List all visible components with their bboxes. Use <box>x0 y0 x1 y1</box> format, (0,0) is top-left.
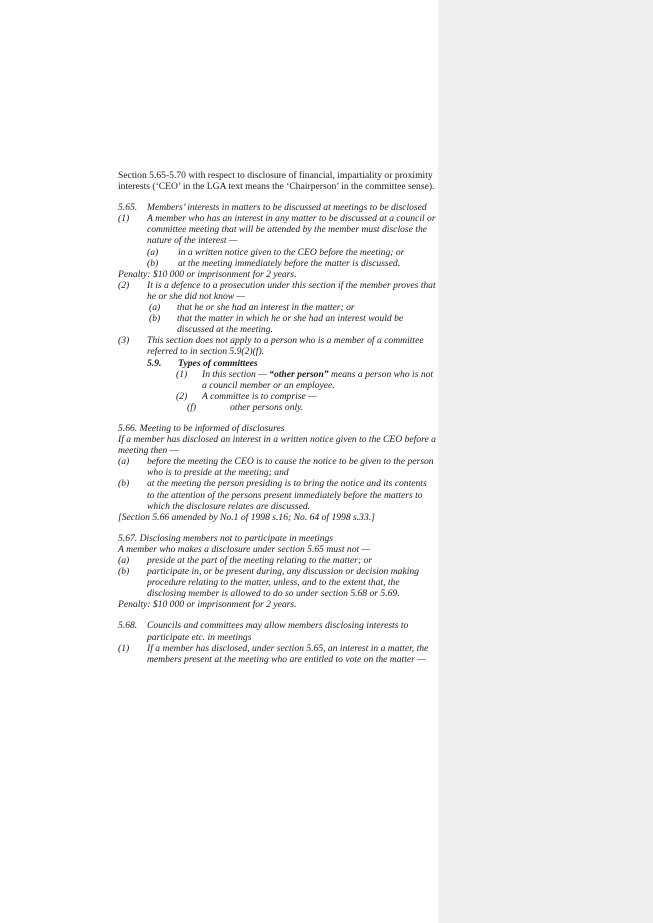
paragraph-text: that the matter in which he or she had an interest would be discussed at the meeting. <box>177 313 404 336</box>
penalty-line: Penalty: $10 000 or imprisonment for 2 years. <box>118 599 297 611</box>
paragraph-text: at the meeting the person presiding is to bring the notice and its contents to the attention of the persons present immediately before the matters to which the disclosure relates are discussed. <box>147 478 427 512</box>
paragraph-text: that he or she had an interest in the matter; or <box>177 302 355 314</box>
paragraph-label: (a) <box>149 302 161 314</box>
subsection-label: (1) <box>118 642 130 654</box>
subsection-text: A committee is to comprise — <box>202 390 317 402</box>
section-5-66-heading: 5.66. Meeting to be informed of disclosures <box>118 422 285 434</box>
subsection-3 <box>118 335 436 357</box>
paragraph-b <box>118 313 436 335</box>
section-5-66-lead: If a member has disclosed an interest in a written notice given to the CEO before a meeting then — <box>118 434 436 457</box>
paragraph-label: (b) <box>118 478 130 490</box>
section-5-9-subsection-1 <box>118 369 436 391</box>
section-number: 5.65. <box>118 202 138 214</box>
subsection-label: (1) <box>176 368 188 380</box>
paragraph-a <box>118 302 436 313</box>
paragraph-label: (a) <box>147 246 159 258</box>
section-5-9-subsection-2 <box>118 391 436 402</box>
definition-lead: In this section — <box>202 368 267 380</box>
paragraph-b <box>118 566 436 599</box>
paragraph-text: in a written notice given to the CEO before the meeting; or <box>178 246 405 258</box>
paragraph-label: (a) <box>118 555 130 566</box>
section-5-67-heading: 5.67. Disclosing members not to participate in meetings <box>118 532 334 544</box>
subsection-1 <box>118 213 436 246</box>
section-title: Councils and committees may allow members disclosing interests to participate etc. in meetings <box>147 620 409 643</box>
paragraph-a <box>118 555 436 566</box>
section-title: Types of committees <box>178 357 258 369</box>
subsection-label: (3) <box>118 335 130 347</box>
paragraph-text: preside at the part of the meeting relating to the matter; or <box>147 555 372 566</box>
section-5-9-paragraph-f <box>118 402 436 413</box>
paragraph-label: (b) <box>118 566 130 578</box>
paragraph-label: (b) <box>147 257 159 269</box>
section-5-9-heading <box>118 358 436 369</box>
amendment-note: [Section 5.66 amended by No.1 of 1998 s.16; No. 64 of 1998 s.33.] <box>118 511 375 523</box>
subsection-text: A member who has an interest in any matter to be discussed at a council or committee meeting that will be attended by the member must disclose the nature of the interest — <box>147 213 436 247</box>
intro-paragraph: Section 5.65-5.70 with respect to disclosure of financial, impartiality or proximity interests (‘CEO’ in the LGA text means the ‘Chairperson’ in the committee sense). <box>118 170 435 193</box>
section-number: 5.68. <box>118 620 138 632</box>
defined-term: “other person” <box>269 368 329 380</box>
section-title: Members’ interests in matters to be discussed at meetings to be disclosed <box>147 202 427 214</box>
definition-body: means a person who is not a council member or an employee. <box>202 368 434 391</box>
paragraph-text: participate in, or be present during, any discussion or decision making procedure relating to the matter, unless, and to the extent that, the disclosing member is allowed to do so under section 5.68 or 5.69. <box>147 566 419 600</box>
section-5-67-lead: A member who makes a disclosure under section 5.65 must not — <box>118 543 371 555</box>
paragraph-a <box>118 247 436 258</box>
subsection-label: (2) <box>176 390 188 402</box>
paragraph-label: (f) <box>187 401 197 413</box>
subsection-label: (2) <box>118 279 130 291</box>
section-5-65-heading <box>118 202 436 213</box>
subsection-1 <box>118 643 436 665</box>
paragraph-b <box>118 258 436 269</box>
paragraph-b <box>118 478 436 511</box>
paragraph-text: at the meeting immediately before the matter is discussed. <box>178 257 401 269</box>
paragraph-text: other persons only. <box>230 401 304 413</box>
section-number: 5.9. <box>147 357 162 369</box>
subsection-text: It is a defence to a prosecution under this section if the member proves that he or she did not know — <box>147 279 436 302</box>
penalty-line: Penalty: $10 000 or imprisonment for 2 years. <box>118 268 297 280</box>
subsection-text: This section does not apply to a person who is a member of a committee referred to in section 5.9(2)(f). <box>147 335 424 358</box>
subsection-text: If a member has disclosed, under section 5.65, an interest in a matter, the members present at the meeting who are entitled to vote on the matter — <box>147 642 429 665</box>
subsection-2 <box>118 280 436 302</box>
comment-margin-pane <box>438 0 653 923</box>
paragraph-a <box>118 456 436 478</box>
paragraph-label: (a) <box>118 456 130 468</box>
paragraph-text: before the meeting the CEO is to cause the notice to be given to the person who is to preside at the meeting; and <box>147 456 434 479</box>
paragraph-label: (b) <box>149 313 161 325</box>
section-5-68-heading <box>118 620 436 642</box>
document-body <box>118 170 436 665</box>
subsection-label: (1) <box>118 213 130 225</box>
subsection-text <box>118 369 436 391</box>
